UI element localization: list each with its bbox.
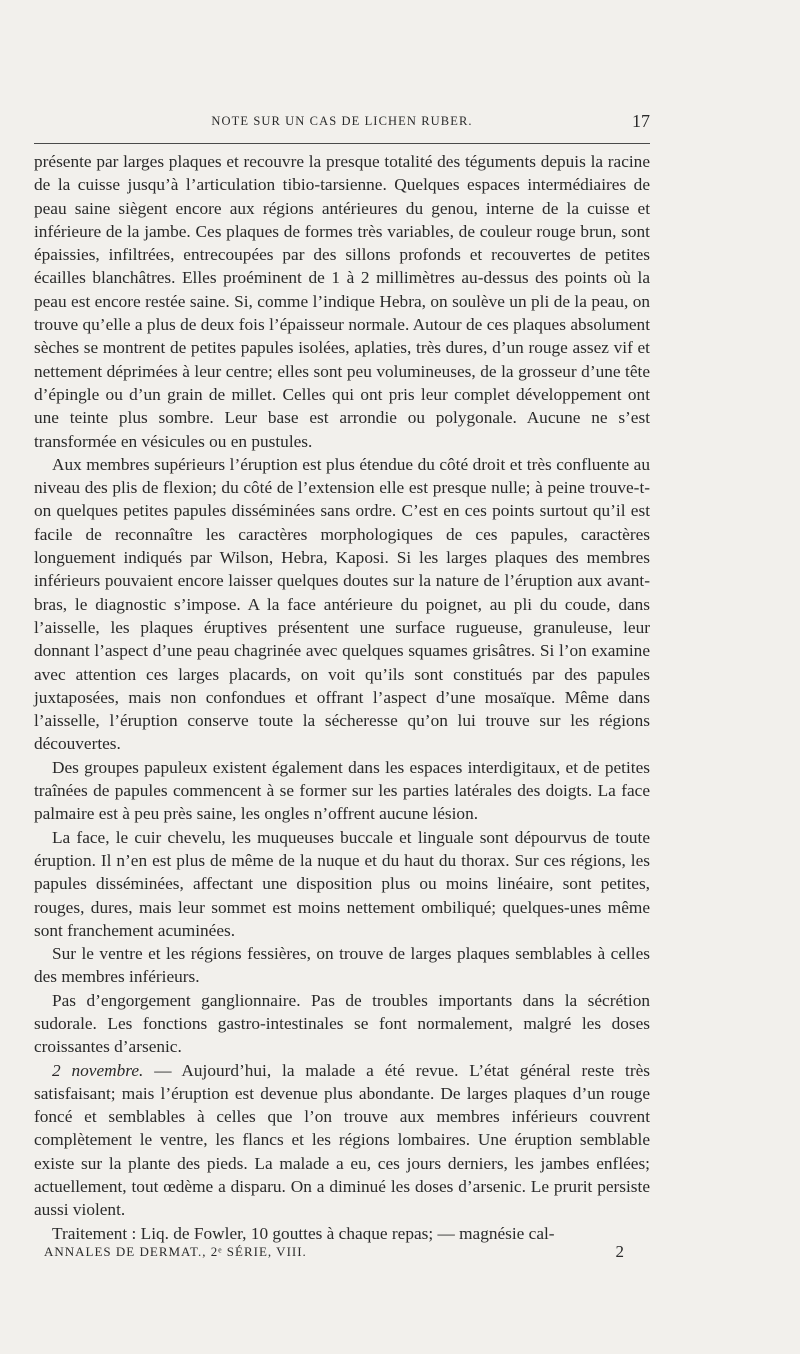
paragraph: Sur le ventre et les régions fessières, on trouve de larges plaques semblables à celles des membres inférieurs. [34, 944, 650, 987]
entry-date: 2 novembre. [52, 1060, 144, 1080]
signature-mark: 2 [615, 1242, 624, 1261]
paragraph-dated [34, 1059, 650, 1222]
paragraph: Pas d’engorgement ganglionnaire. Pas de troubles importants dans la sécrétion sudorale. Les fonctions gastro-intestinales se font normalement, malgré les doses croissantes d’arsenic. [34, 990, 650, 1057]
running-title: NOTE SUR UN CAS DE LICHEN RUBER. [211, 114, 473, 128]
journal-reference: ANNALES DE DERMAT., 2ᵉ SÉRIE, VIII. [44, 1244, 307, 1259]
header-rule [34, 143, 650, 144]
paragraph: Aux membres supérieurs l’éruption est plus étendue du côté droit et très confluente au niveau des plis de flexion; du côté de l’extension elle est presque nulle; à peine trouve-t-on quelques petites papules disséminées sans ordre. C’est en ces points surtout qu’il est facile de reconnaître les caractères morphologiques de ces papules, caractères longuement indiqués par Wilson, Hebra, Kaposi. Si les larges plaques des membres inférieurs pouvaient encore laisser quelques doutes sur la nature de l’éruption aux avant-bras, le diagnostic s’impose. A la face antérieure du poignet, au pli du coude, dans l’aisselle, les plaques éruptives présentent une surface rugueuse, granuleuse, leur donnant l’aspect d’une peau chagrinée avec quelques squames grisâtres. Si l’on examine avec attention ces larges placards, on voit qu’ils sont constitués par des papules juxtaposées, mais non confondues et offrant l’aspect d’une mosaïque. Même dans l’aisselle, l’éruption conserve toute la sécheresse qu’on lui trouve sur les régions découvertes. [34, 454, 650, 754]
body-text [34, 150, 650, 1245]
paragraph: La face, le cuir chevelu, les muqueuses buccale et linguale sont dépourvus de toute éruption. Il n’en est plus de même de la nuque et du haut du thorax. Sur ces régions, les papules disséminées, affectant une disposition plus ou moins linéaire, sont petites, rouges, dures, mais leur sommet est moins nettement ombiliqué; quelques-unes même sont franchement acuminées. [34, 827, 650, 940]
running-header [34, 111, 650, 138]
page-footer [34, 1244, 650, 1268]
paragraph: présente par larges plaques et recouvre la presque totalité des téguments depuis la racine de la cuisse jusqu’à l’articulation tibio-tarsienne. Quelques espaces intermédiaires de peau saine siègent encore aux régions antérieures du genou, interne de la cuisse et inférieure de la jambe. Ces plaques de formes très variables, de couleur rouge brun, sont épaissies, infiltrées, entrecoupées par des sillons profonds et recouvertes de petites écailles blanchâtres. Elles proéminent de 1 à 2 millimètres au-dessus des points où la peau est encore restée saine. Si, comme l’indique Hebra, on soulève un pli de la peau, on trouve qu’elle a plus de deux fois l’épaisseur normale. Autour de ces plaques absolument sèches se montrent de petites papules isolées, aplaties, très dures, d’un rouge assez vif et nettement déprimées à leur centre; elles sont peu volumineuses, de la grosseur d’une tête d’épingle ou d’un grain de millet. Celles qui ont pris leur complet développement ont une teinte plus sombre. Leur base est arrondie ou polygonale. Aucune ne s’est transformée en vésicules ou en pustules. [34, 152, 650, 451]
entry-text: — Aujourd’hui, la malade a été revue. L’état général reste très satisfaisant; mais l’éruption est devenue plus abondante. De larges plaques d’un rouge foncé et semblables à celles que l’on trouve aux membres inférieurs couvrent complètement le ventre, les flancs et les régions lombaires. Une éruption semblable existe sur la plante des pieds. La malade a eu, ces jours derniers, les jambes enflées; actuellement, tout œdème a disparu. On a diminué les doses d’arsenic. Le prurit persiste aussi violent. [34, 1060, 651, 1220]
paragraph: Traitement : Liq. de Fowler, 10 gouttes à chaque repas; — magnésie cal- [52, 1223, 555, 1243]
page-number: 17 [632, 111, 650, 131]
paragraph: Des groupes papuleux existent également dans les espaces interdigitaux, et de petites traînées de papules commencent à se former sur les parties latérales des doigts. La face palmaire est à peu près saine, les ongles n’offrent aucune lésion. [34, 757, 650, 824]
